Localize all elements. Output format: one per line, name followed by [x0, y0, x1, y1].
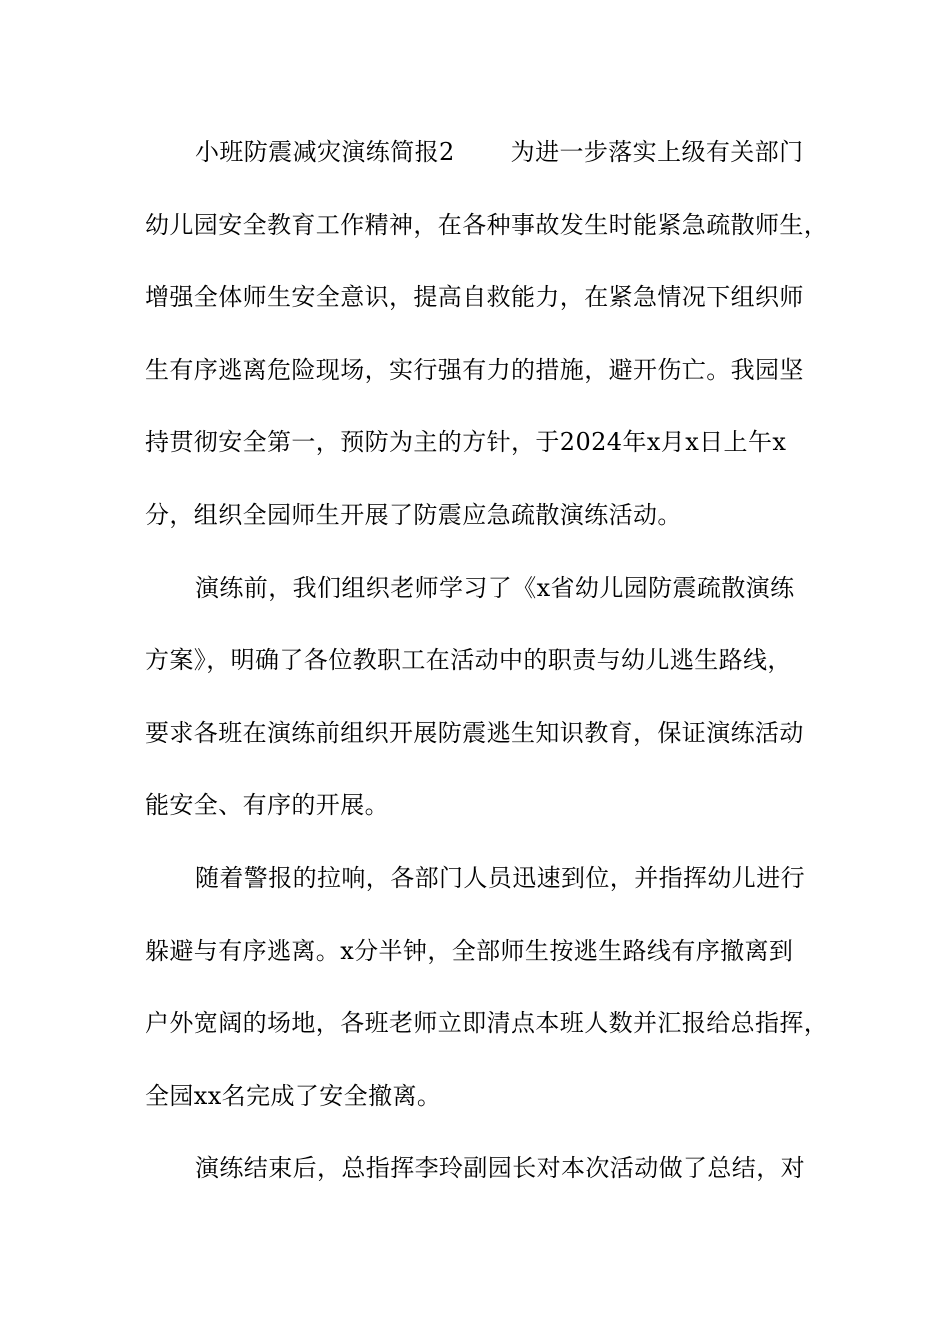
text-line-1 [145, 130, 815, 203]
text-line-10: 能安全、有序的开展。 [145, 791, 389, 820]
text-line-11: 随着警报的拉响，各部门人员迅速到位，并指挥幼儿进行 [195, 863, 805, 892]
text-line-7: 演练前，我们组织老师学习了《x省幼儿园防震疏散演练 [195, 573, 795, 602]
text-line-13: 户外宽阔的场地，各班老师立即清点本班人数并汇报给总指挥， [145, 1009, 829, 1038]
text-line-8: 方案》，明确了各位教职工在活动中的职责与幼儿逃生路线， [145, 646, 792, 675]
text-line-4: 生有序逃离危险现场，实行强有力的措施，避开伤亡。我园坚 [145, 355, 804, 384]
text-line-3: 增强全体师生安全意识，提高自救能力，在紧急情况下组织师 [145, 283, 804, 312]
text-line-2: 幼儿园安全教育工作精神，在各种事故发生时能紧急疏散师生， [145, 210, 829, 239]
text-line-14: 全园xx名完成了安全撤离。 [145, 1081, 442, 1110]
text-line-6: 分，组织全园师生开展了防震应急疏散演练活动。 [145, 500, 682, 529]
paragraph-1-start: 为进一步落实上级有关部门 [510, 138, 804, 166]
text-line-5: 持贯彻安全第一，预防为主的方针，于2024年x月x日上午x [145, 428, 787, 457]
text-line-9: 要求各班在演练前组织开展防震逃生知识教育，保证演练活动 [145, 718, 804, 747]
report-title: 小班防震减灾演练简报2 [195, 138, 455, 166]
text-line-15: 演练结束后，总指挥李玲副园长对本次活动做了总结，对 [195, 1154, 805, 1183]
document-body [145, 130, 829, 1219]
text-line-12: 躲避与有序逃离。x分半钟，全部师生按逃生路线有序撤离到 [145, 936, 794, 965]
